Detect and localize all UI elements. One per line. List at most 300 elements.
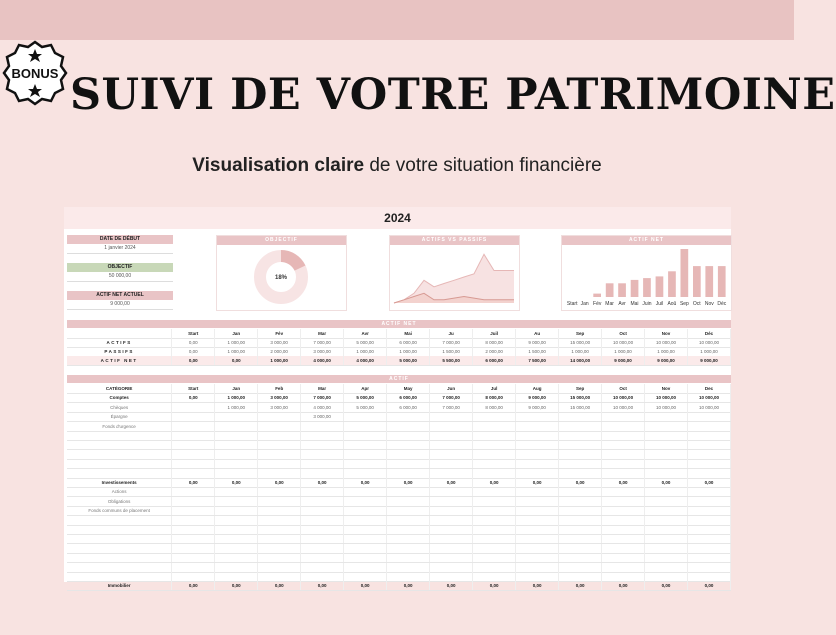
table-cell[interactable] [688, 459, 731, 468]
table-cell[interactable] [172, 403, 215, 412]
table-cell[interactable]: 7 000,00 [430, 338, 473, 347]
table-cell[interactable] [258, 563, 301, 572]
table-cell[interactable]: 0,00 [688, 478, 731, 487]
table-cell[interactable] [301, 487, 344, 496]
table-cell[interactable]: 0,00 [430, 478, 473, 487]
table-cell[interactable]: 0,00 [516, 478, 559, 487]
table-cell[interactable] [559, 525, 602, 534]
table-cell[interactable] [387, 459, 430, 468]
table-cell[interactable] [258, 469, 301, 478]
table-cell[interactable]: 10 000,00 [688, 403, 731, 412]
table-cell[interactable]: Juil [473, 329, 516, 338]
table-cell[interactable] [258, 534, 301, 543]
table-cell[interactable] [258, 553, 301, 562]
table-cell[interactable] [387, 412, 430, 421]
table-cell[interactable] [516, 497, 559, 506]
table-cell[interactable]: Mar [301, 329, 344, 338]
table-cell[interactable] [559, 534, 602, 543]
table-cell[interactable] [473, 525, 516, 534]
table-cell[interactable]: 4 000,00 [344, 356, 387, 365]
table-cell[interactable]: 3 000,00 [258, 393, 301, 402]
table-cell[interactable] [301, 497, 344, 506]
table-cell[interactable] [387, 534, 430, 543]
table-cell[interactable]: 9 000,00 [688, 356, 731, 365]
table-cell[interactable]: Nov [645, 329, 688, 338]
table-cell[interactable]: 10 000,00 [602, 393, 645, 402]
table-cell[interactable]: 10 000,00 [602, 403, 645, 412]
table-cell[interactable]: Aug [516, 384, 559, 393]
table-cell[interactable]: Oct [602, 329, 645, 338]
table-cell[interactable] [430, 412, 473, 421]
table-cell[interactable] [344, 412, 387, 421]
table-cell[interactable]: 15 000,00 [559, 393, 602, 402]
table-cell[interactable] [602, 525, 645, 534]
table-cell[interactable]: Mar [301, 384, 344, 393]
table-cell[interactable]: 7 500,00 [516, 356, 559, 365]
table-cell[interactable] [645, 525, 688, 534]
table-cell[interactable] [258, 516, 301, 525]
table-cell[interactable]: 8 000,00 [473, 403, 516, 412]
table-cell[interactable] [172, 440, 215, 449]
table-cell[interactable] [645, 572, 688, 581]
table-cell[interactable] [301, 469, 344, 478]
table-cell[interactable]: 0,00 [301, 581, 344, 590]
table-cell[interactable]: Déc [688, 329, 731, 338]
table-cell[interactable] [344, 487, 387, 496]
table-cell[interactable] [602, 487, 645, 496]
table-cell[interactable] [473, 563, 516, 572]
table-cell[interactable] [559, 422, 602, 431]
table-cell[interactable]: Jul [473, 384, 516, 393]
table-cell[interactable] [645, 459, 688, 468]
table-cell[interactable] [301, 534, 344, 543]
table-cell[interactable] [516, 422, 559, 431]
table-cell[interactable] [645, 534, 688, 543]
table-cell[interactable] [215, 440, 258, 449]
table-cell[interactable] [172, 487, 215, 496]
table-cell[interactable] [559, 469, 602, 478]
table-cell[interactable]: 9 000,00 [516, 338, 559, 347]
table-cell[interactable] [688, 487, 731, 496]
table-cell[interactable]: 1 000,00 [215, 393, 258, 402]
table-cell[interactable] [387, 525, 430, 534]
table-cell[interactable] [473, 497, 516, 506]
table-cell[interactable] [559, 450, 602, 459]
table-cell[interactable] [645, 450, 688, 459]
table-cell[interactable] [430, 563, 473, 572]
table-cell[interactable] [387, 553, 430, 562]
table-cell[interactable] [344, 431, 387, 440]
table-cell[interactable] [387, 516, 430, 525]
table-cell[interactable] [602, 553, 645, 562]
table-cell[interactable] [344, 450, 387, 459]
table-cell[interactable]: Apr [344, 384, 387, 393]
table-cell[interactable] [602, 422, 645, 431]
table-cell[interactable]: Ju [430, 329, 473, 338]
table-cell[interactable] [516, 440, 559, 449]
table-cell[interactable]: 0,00 [516, 581, 559, 590]
table-cell[interactable] [516, 553, 559, 562]
table-cell[interactable]: 0,00 [387, 581, 430, 590]
table-cell[interactable] [559, 459, 602, 468]
table-cell[interactable]: 4 000,00 [301, 356, 344, 365]
table-cell[interactable] [430, 534, 473, 543]
table-cell[interactable] [172, 572, 215, 581]
table-cell[interactable] [645, 516, 688, 525]
table-cell[interactable]: Dec [688, 384, 731, 393]
table-cell[interactable] [215, 487, 258, 496]
table-cell[interactable] [688, 450, 731, 459]
table-cell[interactable]: Fév [258, 329, 301, 338]
table-cell[interactable] [430, 422, 473, 431]
table-cell[interactable] [215, 459, 258, 468]
table-cell[interactable] [688, 534, 731, 543]
table-cell[interactable] [473, 553, 516, 562]
table-cell[interactable] [645, 563, 688, 572]
table-cell[interactable] [645, 431, 688, 440]
table-cell[interactable]: 0,00 [473, 581, 516, 590]
table-cell[interactable] [559, 506, 602, 515]
table-cell[interactable] [516, 534, 559, 543]
table-cell[interactable] [344, 469, 387, 478]
table-cell[interactable] [344, 563, 387, 572]
table-cell[interactable] [473, 431, 516, 440]
table-cell[interactable] [516, 412, 559, 421]
table-cell[interactable]: 1 000,00 [215, 347, 258, 356]
table-cell[interactable] [473, 422, 516, 431]
table-cell[interactable] [430, 440, 473, 449]
table-cell[interactable] [516, 431, 559, 440]
table-cell[interactable]: 2 000,00 [258, 347, 301, 356]
table-cell[interactable] [387, 572, 430, 581]
table-cell[interactable] [559, 572, 602, 581]
table-cell[interactable]: 6 000,00 [387, 338, 430, 347]
table-cell[interactable] [688, 412, 731, 421]
table-cell[interactable]: Jun [430, 384, 473, 393]
table-cell[interactable] [688, 469, 731, 478]
table-cell[interactable] [473, 544, 516, 553]
table-cell[interactable]: 6 000,00 [387, 403, 430, 412]
table-cell[interactable] [344, 516, 387, 525]
table-cell[interactable] [301, 516, 344, 525]
table-cell[interactable] [215, 450, 258, 459]
table-cell[interactable] [559, 487, 602, 496]
table-cell[interactable] [172, 506, 215, 515]
table-cell[interactable]: 10 000,00 [645, 338, 688, 347]
table-cell[interactable] [430, 525, 473, 534]
table-cell[interactable] [516, 469, 559, 478]
table-cell[interactable]: Start [172, 384, 215, 393]
table-cell[interactable] [430, 469, 473, 478]
table-cell[interactable] [344, 422, 387, 431]
table-cell[interactable] [430, 431, 473, 440]
table-cell[interactable] [258, 525, 301, 534]
table-cell[interactable] [258, 412, 301, 421]
table-cell[interactable] [688, 422, 731, 431]
table-cell[interactable] [602, 450, 645, 459]
table-cell[interactable] [688, 440, 731, 449]
table-cell[interactable] [387, 431, 430, 440]
table-cell[interactable]: 0,00 [344, 478, 387, 487]
table-cell[interactable] [688, 497, 731, 506]
table-cell[interactable]: 0,00 [172, 581, 215, 590]
table-cell[interactable]: 0,00 [301, 478, 344, 487]
table-cell[interactable]: 1 000,00 [602, 347, 645, 356]
table-cell[interactable]: 0,00 [430, 581, 473, 590]
table-cell[interactable]: 0,00 [172, 393, 215, 402]
table-cell[interactable] [516, 506, 559, 515]
table-cell[interactable]: 0,00 [215, 581, 258, 590]
table-cell[interactable] [344, 525, 387, 534]
table-cell[interactable]: Oct [602, 384, 645, 393]
table-cell[interactable]: 3 000,00 [301, 412, 344, 421]
table-cell[interactable] [215, 553, 258, 562]
table-cell[interactable]: 0,00 [602, 478, 645, 487]
table-cell[interactable] [559, 412, 602, 421]
table-cell[interactable]: 15 000,00 [559, 403, 602, 412]
table-cell[interactable]: Sep [559, 384, 602, 393]
table-cell[interactable] [301, 572, 344, 581]
table-cell[interactable] [215, 506, 258, 515]
table-cell[interactable] [645, 506, 688, 515]
start-date-value[interactable]: 1 janvier 2024 [67, 244, 173, 254]
table-cell[interactable]: 0,00 [258, 478, 301, 487]
table-cell[interactable] [387, 563, 430, 572]
table-cell[interactable] [645, 469, 688, 478]
table-cell[interactable] [215, 525, 258, 534]
table-cell[interactable]: 0,00 [387, 478, 430, 487]
table-cell[interactable]: 10 000,00 [645, 393, 688, 402]
table-cell[interactable]: 10 000,00 [688, 393, 731, 402]
table-cell[interactable] [559, 544, 602, 553]
table-cell[interactable] [215, 431, 258, 440]
table-cell[interactable] [258, 459, 301, 468]
table-cell[interactable]: May [387, 384, 430, 393]
table-cell[interactable] [688, 525, 731, 534]
table-cell[interactable]: 1 000,00 [645, 347, 688, 356]
table-cell[interactable] [602, 459, 645, 468]
table-cell[interactable] [473, 572, 516, 581]
table-cell[interactable] [602, 431, 645, 440]
table-cell[interactable] [430, 572, 473, 581]
table-cell[interactable]: Jan [215, 329, 258, 338]
table-cell[interactable]: Sep [559, 329, 602, 338]
table-cell[interactable] [516, 487, 559, 496]
table-cell[interactable]: Start [172, 329, 215, 338]
table-cell[interactable]: 0,00 [172, 338, 215, 347]
table-cell[interactable] [473, 440, 516, 449]
table-cell[interactable] [215, 534, 258, 543]
table-cell[interactable] [215, 469, 258, 478]
table-cell[interactable]: 3 000,00 [301, 347, 344, 356]
table-cell[interactable] [387, 506, 430, 515]
table-cell[interactable]: 3 000,00 [258, 338, 301, 347]
table-cell[interactable] [172, 534, 215, 543]
table-cell[interactable] [301, 422, 344, 431]
table-cell[interactable] [430, 516, 473, 525]
table-cell[interactable] [258, 450, 301, 459]
table-cell[interactable] [172, 459, 215, 468]
table-cell[interactable]: 0,00 [645, 478, 688, 487]
table-cell[interactable] [172, 563, 215, 572]
table-cell[interactable] [688, 553, 731, 562]
table-cell[interactable] [473, 469, 516, 478]
table-cell[interactable] [301, 440, 344, 449]
table-cell[interactable]: 1 000,00 [215, 403, 258, 412]
table-cell[interactable] [215, 497, 258, 506]
table-cell[interactable] [430, 450, 473, 459]
table-cell[interactable] [344, 440, 387, 449]
table-cell[interactable] [516, 544, 559, 553]
table-cell[interactable] [559, 440, 602, 449]
table-cell[interactable] [258, 506, 301, 515]
table-cell[interactable]: 3 000,00 [258, 403, 301, 412]
table-cell[interactable] [215, 544, 258, 553]
table-cell[interactable]: 14 000,00 [559, 356, 602, 365]
objective-value[interactable]: 50 000,00 [67, 272, 173, 282]
table-cell[interactable]: 1 000,00 [344, 347, 387, 356]
table-cell[interactable]: 10 000,00 [645, 403, 688, 412]
table-cell[interactable] [258, 431, 301, 440]
table-cell[interactable]: 0,00 [559, 581, 602, 590]
table-cell[interactable] [172, 422, 215, 431]
table-cell[interactable] [516, 572, 559, 581]
table-cell[interactable] [387, 487, 430, 496]
table-cell[interactable]: 0,00 [172, 356, 215, 365]
table-cell[interactable] [473, 450, 516, 459]
table-cell[interactable] [301, 450, 344, 459]
table-cell[interactable] [473, 459, 516, 468]
table-cell[interactable] [430, 459, 473, 468]
table-cell[interactable] [344, 459, 387, 468]
table-cell[interactable]: 5 000,00 [344, 403, 387, 412]
table-cell[interactable] [215, 412, 258, 421]
table-cell[interactable] [559, 563, 602, 572]
table-cell[interactable] [688, 516, 731, 525]
table-cell[interactable] [645, 487, 688, 496]
table-cell[interactable]: 9 000,00 [645, 356, 688, 365]
table-cell[interactable] [215, 572, 258, 581]
table-cell[interactable] [301, 553, 344, 562]
table-cell[interactable]: 1 000,00 [688, 347, 731, 356]
table-cell[interactable] [473, 506, 516, 515]
table-cell[interactable]: 0,00 [215, 478, 258, 487]
table-cell[interactable]: 1 000,00 [215, 338, 258, 347]
table-cell[interactable]: 1 000,00 [258, 356, 301, 365]
table-cell[interactable] [172, 516, 215, 525]
table-cell[interactable] [344, 553, 387, 562]
table-cell[interactable] [430, 487, 473, 496]
table-cell[interactable]: 1 000,00 [559, 347, 602, 356]
table-cell[interactable] [516, 563, 559, 572]
table-cell[interactable] [688, 572, 731, 581]
table-cell[interactable] [172, 553, 215, 562]
table-cell[interactable] [301, 431, 344, 440]
table-cell[interactable]: 1 000,00 [387, 347, 430, 356]
table-cell[interactable] [344, 506, 387, 515]
table-cell[interactable] [688, 431, 731, 440]
table-cell[interactable] [516, 450, 559, 459]
table-cell[interactable] [645, 497, 688, 506]
table-cell[interactable]: 0,00 [645, 581, 688, 590]
table-cell[interactable]: 0,00 [688, 581, 731, 590]
table-cell[interactable] [215, 516, 258, 525]
table-cell[interactable] [301, 506, 344, 515]
table-cell[interactable]: 6 000,00 [387, 393, 430, 402]
table-cell[interactable]: 8 000,00 [473, 393, 516, 402]
table-cell[interactable] [602, 497, 645, 506]
table-cell[interactable] [344, 544, 387, 553]
table-cell[interactable]: 4 000,00 [301, 403, 344, 412]
table-cell[interactable] [602, 534, 645, 543]
table-cell[interactable]: 0,00 [559, 478, 602, 487]
table-cell[interactable]: 1 500,00 [430, 347, 473, 356]
table-cell[interactable]: 7 000,00 [301, 393, 344, 402]
table-cell[interactable] [473, 516, 516, 525]
table-cell[interactable]: 2 000,00 [473, 347, 516, 356]
table-cell[interactable]: 5 000,00 [344, 393, 387, 402]
table-cell[interactable] [602, 469, 645, 478]
table-cell[interactable]: 7 000,00 [301, 338, 344, 347]
table-cell[interactable] [602, 544, 645, 553]
table-cell[interactable]: 9 000,00 [516, 393, 559, 402]
table-cell[interactable]: 9 000,00 [602, 356, 645, 365]
table-cell[interactable]: Nov [645, 384, 688, 393]
table-cell[interactable] [387, 497, 430, 506]
table-cell[interactable] [645, 544, 688, 553]
table-cell[interactable] [344, 572, 387, 581]
table-cell[interactable] [516, 525, 559, 534]
table-cell[interactable] [301, 459, 344, 468]
table-cell[interactable] [602, 572, 645, 581]
table-cell[interactable] [387, 450, 430, 459]
table-cell[interactable]: 0,00 [258, 581, 301, 590]
table-cell[interactable]: 5 000,00 [344, 338, 387, 347]
table-cell[interactable] [688, 506, 731, 515]
table-cell[interactable]: 15 000,00 [559, 338, 602, 347]
table-cell[interactable]: 7 000,00 [430, 403, 473, 412]
table-cell[interactable]: 10 000,00 [688, 338, 731, 347]
table-cell[interactable] [258, 497, 301, 506]
table-cell[interactable] [559, 516, 602, 525]
table-cell[interactable]: 0,00 [344, 581, 387, 590]
table-cell[interactable]: 1 500,00 [516, 347, 559, 356]
table-cell[interactable] [301, 563, 344, 572]
table-cell[interactable] [430, 497, 473, 506]
table-cell[interactable]: Mai [387, 329, 430, 338]
table-cell[interactable] [516, 459, 559, 468]
table-cell[interactable]: 0,00 [172, 478, 215, 487]
table-cell[interactable] [430, 553, 473, 562]
table-cell[interactable]: 6 000,00 [473, 356, 516, 365]
table-cell[interactable] [602, 563, 645, 572]
table-cell[interactable] [387, 422, 430, 431]
table-cell[interactable] [645, 440, 688, 449]
table-cell[interactable] [559, 431, 602, 440]
table-cell[interactable] [172, 497, 215, 506]
table-cell[interactable] [258, 440, 301, 449]
table-cell[interactable] [645, 412, 688, 421]
table-cell[interactable]: Au [516, 329, 559, 338]
table-cell[interactable] [172, 450, 215, 459]
table-cell[interactable] [387, 544, 430, 553]
table-cell[interactable] [301, 544, 344, 553]
table-cell[interactable]: 7 000,00 [430, 393, 473, 402]
table-cell[interactable]: Avr [344, 329, 387, 338]
table-cell[interactable] [473, 412, 516, 421]
table-cell[interactable] [172, 544, 215, 553]
table-cell[interactable]: 0,00 [602, 581, 645, 590]
